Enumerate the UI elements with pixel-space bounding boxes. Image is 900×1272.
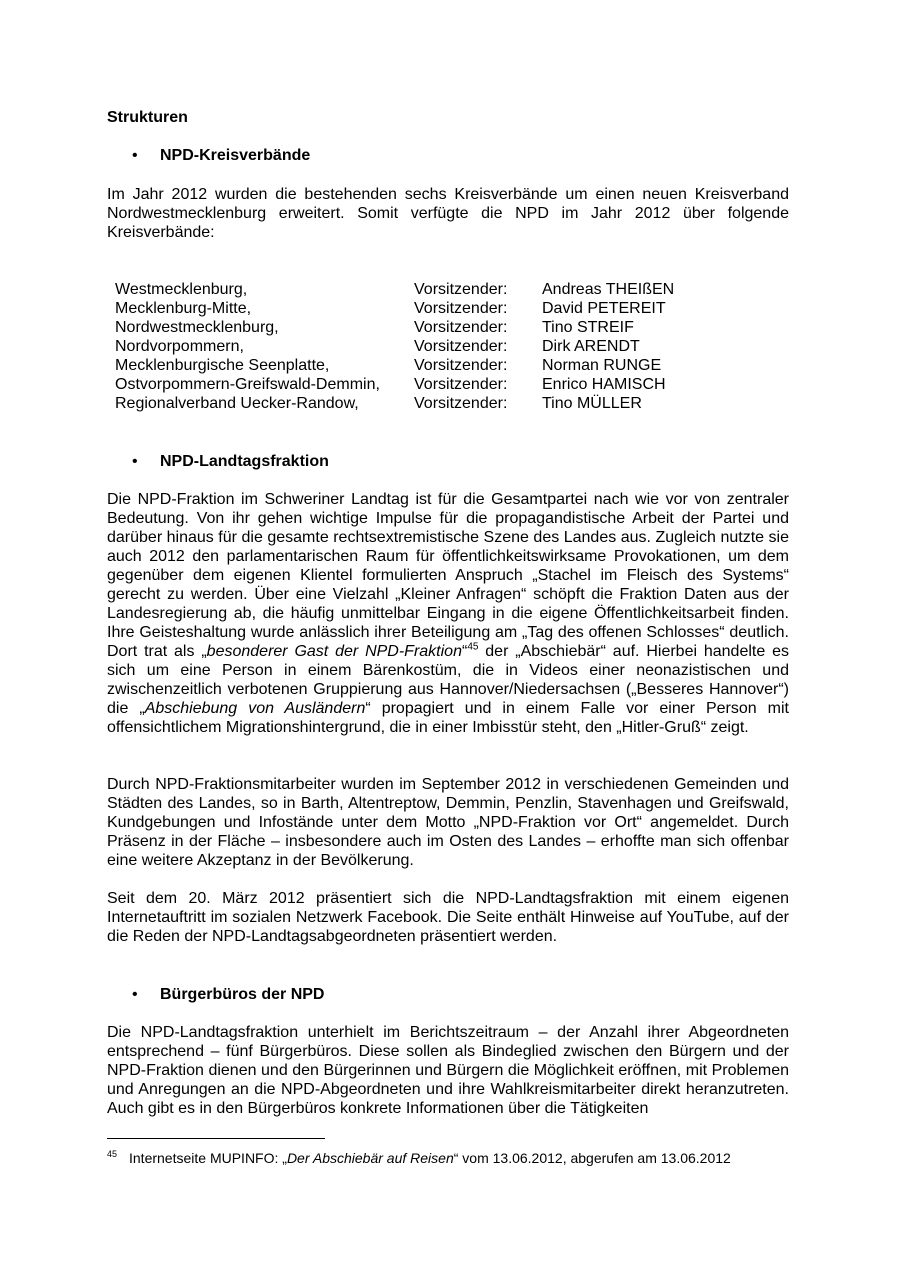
section-heading: Strukturen <box>107 109 188 126</box>
kreisverband-name: Nordvorpommern, <box>115 338 244 355</box>
intro-paragraph: Im Jahr 2012 wurden die bestehenden sechs Kreisverbände um einen neuen Kreisverband Nordwestmecklenburg erweitert. Somit verfügte die NPD im Jahr 2012 über folgende Kreisverbände: <box>107 186 789 241</box>
table-row <box>115 280 715 299</box>
kreisverband-name: Ostvorpommern-Greifswald-Demmin, <box>115 376 380 393</box>
subheading-text: Bürgerbüros der NPD <box>160 986 325 1003</box>
table-row <box>115 337 715 356</box>
subheading-landtagsfraktion <box>132 452 329 471</box>
person-name: David PETEREIT <box>542 300 666 317</box>
kreisverband-name: Mecklenburgische Seenplatte, <box>115 357 330 374</box>
table-row <box>115 375 715 394</box>
person-name: Tino STREIF <box>542 319 634 336</box>
table-row <box>115 356 715 375</box>
subheading-buergerbueros <box>132 985 324 1004</box>
kreisverband-name: Regionalverband Uecker-Randow, <box>115 395 359 412</box>
buero-paragraph-1: Die NPD-Landtagsfraktion unterhielt im Berichtszeitraum – der Anzahl ihrer Abgeordneten entsprechend – fünf Bürgerbüros. Diese sollen als Bindeglied zwischen den Bürgern und der NPD-Fraktion dienen und den Bürgerinnen und Bürgern die Möglichkeit eröffnen, mit Problemen und Anregungen an die NPD-Abgeordneten und ihre Wahlkreismitarbeiter direkt heranzutreten. Auch gibt es in den Bürgerbüros konkrete Informationen über die Tätigkeiten <box>107 1024 789 1117</box>
footnote: 45 Internetseite MUPINFO: „Der Abschiebär auf Reisen“ vom 13.06.2012, abgerufen am 13.06.2012 <box>107 1149 731 1166</box>
bullet-icon: • <box>132 147 138 164</box>
landtag-paragraph-2: Durch NPD-Fraktionsmitarbeiter wurden im September 2012 in verschiedenen Gemeinden und Städten des Landes, so in Barth, Altentreptow, Demmin, Penzlin, Stavenhagen und Greifswald, Kundgebungen und Infostände unter dem Motto „NPD-Fraktion vor Ort“ angemeldet. Durch Präsenz in der Fläche – insbesondere auch im Osten des Landes – erhoffte man sich offenbar eine weitere Akzeptanz in der Bevölkerung. <box>107 776 789 869</box>
role-label: Vorsitzender: <box>414 319 508 336</box>
person-name: Tino MÜLLER <box>542 395 642 412</box>
kreisverband-name: Westmecklenburg, <box>115 281 248 298</box>
landtag-paragraph-1: Die NPD-Fraktion im Schweriner Landtag ist für die Gesamtpartei nach wie vor von zentraler Bedeutung. Von ihr gehen wichtige Impulse für die propagandistische Arbeit der Partei und darüber hinaus für die gesamte rechtsextremistische Szene des Landes aus. Zugleich nutzte sie auch 2012 den parlamentarischen Raum für öffentlichkeitswirksame Provokationen, um dem gegenüber dem eigenen Klientel formulierten Anspruch „Stachel im Fleisch des Systems“ gerecht zu werden. Über eine Vielzahl „Kleiner Anfragen“ schöpft die Fraktion Daten aus der Landesregierung ab, die häufig unmittelbar Eingang in die eigene Öffentlichkeitsarbeit finden. Ihre Geisteshaltung wurde anlässlich ihrer Beteiligung am „Tag des offenen Schlosses“ deutlich. Dort trat als „besonderer Gast der NPD-Fraktion“$^{45}$ der „Abschiebär“ auf. Hierbei handelte es sich um eine Person in einem Bärenkostüm, die in Videos einer neonazistischen und zwischenzeitlich verbotenen Gruppierung aus Hannover/Niedersachsen („Besseres Hannover“) die „Abschiebung von Ausländern“ propagiert und in einem Falle vor einer Person mit offensichtlichem Migrationshintergrund, die in einer Imbisstür steht, den „Hitler-Gruß“ zeigt. <box>107 491 790 736</box>
bullet-icon: • <box>132 453 138 470</box>
table-row <box>115 318 715 337</box>
table-row <box>115 394 715 413</box>
table-row <box>115 299 715 318</box>
role-label: Vorsitzender: <box>414 395 508 412</box>
person-name: Dirk ARENDT <box>542 338 640 355</box>
footnote-reference[interactable]: 45 <box>467 641 479 653</box>
person-name: Enrico HAMISCH <box>542 376 666 393</box>
subheading-text: NPD-Landtagsfraktion <box>160 453 329 470</box>
bullet-icon: • <box>132 986 138 1003</box>
kreisverband-name: Mecklenburg-Mitte, <box>115 300 252 317</box>
person-name: Andreas THEIßEN <box>542 281 675 298</box>
kreisverband-name: Nordwestmecklenburg, <box>115 319 279 336</box>
subheading-kreisverbaende <box>132 146 310 165</box>
landtag-paragraph-3: Seit dem 20. März 2012 präsentiert sich die NPD-Landtagsfraktion mit einem eigenen Internetauftritt im sozialen Netzwerk Facebook. Die Seite enthält Hinweise auf YouTube, auf der die Reden der NPD-Landtagsabgeordneten präsentiert werden. <box>107 890 789 945</box>
person-name: Norman RUNGE <box>542 357 662 374</box>
role-label: Vorsitzender: <box>414 376 508 393</box>
subheading-text: NPD-Kreisverbände <box>160 147 311 164</box>
role-label: Vorsitzender: <box>414 300 508 317</box>
role-label: Vorsitzender: <box>414 338 508 355</box>
role-label: Vorsitzender: <box>414 357 508 374</box>
footnote-separator <box>107 1138 325 1139</box>
kreisverband-table <box>115 280 715 413</box>
role-label: Vorsitzender: <box>414 281 508 298</box>
